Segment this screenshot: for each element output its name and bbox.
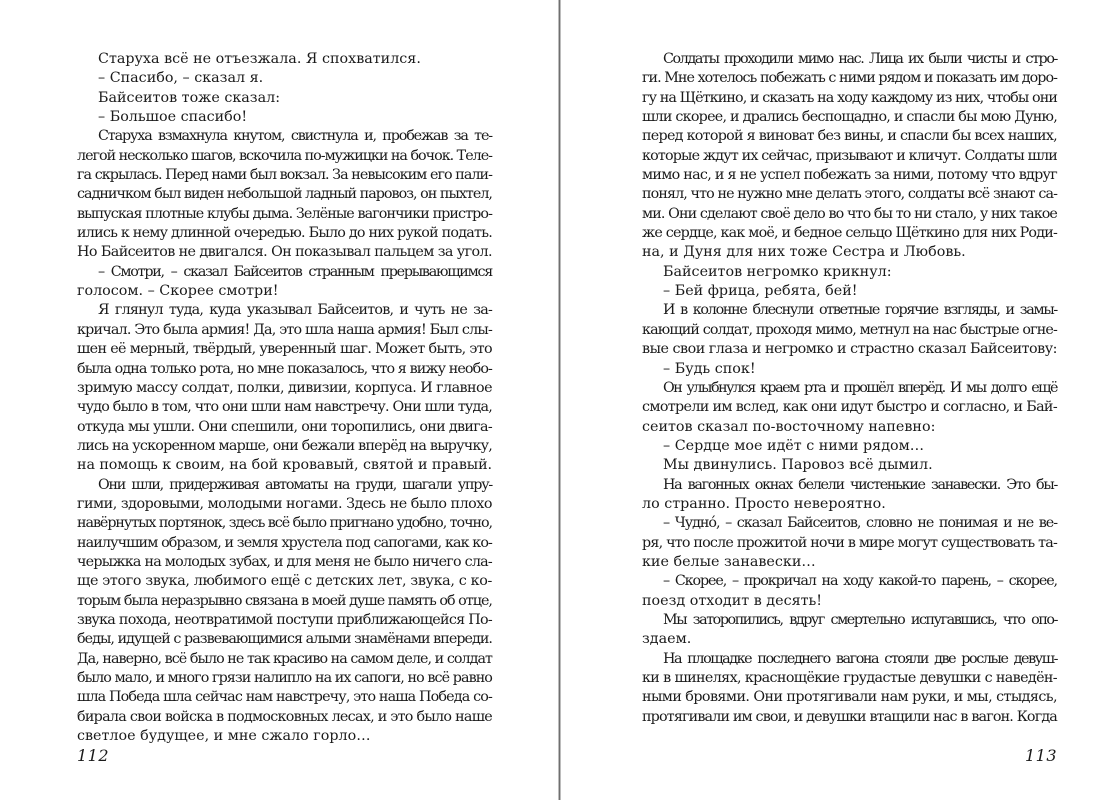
text-line: бирала свои войска в подмосковных лесах, и это было наше bbox=[77, 708, 492, 725]
text-line: – Большое спасибо! bbox=[98, 109, 248, 126]
text-line: кричал. Это была армия! Да, это шла наша армия! Был слы- bbox=[77, 321, 492, 338]
right-page-body bbox=[642, 50, 1057, 727]
right-page-number: 113 bbox=[1024, 746, 1057, 765]
text-line: Но Байсеитов не двигался. Он показывал пальцем за угол. bbox=[77, 244, 492, 261]
text-line: гу на Щёткино, и сказать на ходу каждому из них, чтобы они bbox=[642, 89, 1057, 106]
text-line: светлое будущее, и мне сжало горло… bbox=[77, 728, 371, 745]
text-line: – Смотри, – сказал Байсеитов странным прерывающимся bbox=[98, 263, 492, 280]
text-line: понял, что не нужно мне делать этого, солдаты всё знают са- bbox=[642, 186, 1057, 203]
text-line: черыжка на молодых зубах, и для меня не было ничего сла- bbox=[77, 553, 492, 570]
text-line: смотрели им вслед, как они идут быстро и согласно, и Бай- bbox=[642, 399, 1057, 416]
text-line: ными бровями. Они протягивали нам руки, и мы, стыдясь, bbox=[642, 689, 1057, 706]
text-line: которые ждут их сейчас, призывают и кличут. Солдаты шли bbox=[642, 147, 1057, 164]
text-line: Мы двинулись. Паровоз всё дымил. bbox=[663, 457, 933, 474]
text-line: Да, наверно, всё было не так красиво на самом деле, и солдат bbox=[77, 650, 492, 667]
text-line: На вагонных окнах белели чистенькие занавески. Это бы- bbox=[663, 476, 1057, 493]
text-line: – Чуднó, – сказал Байсеитов, словно не понимая и не ве- bbox=[663, 515, 1057, 532]
text-line: Он улыбнулся краем рта и прошёл вперёд. И мы долго ещё bbox=[663, 379, 1057, 396]
text-line: Байсеитов тоже сказал: bbox=[98, 89, 281, 106]
text-line: наилучшим образом, и земля хрустела под сапогами, как ко- bbox=[77, 534, 492, 551]
text-line: ло странно. Просто невероятно. bbox=[642, 495, 886, 512]
left-page-number: 112 bbox=[77, 746, 110, 765]
text-line: – Сердце мое идёт с ними рядом… bbox=[663, 437, 925, 454]
right-page bbox=[561, 0, 1119, 800]
text-line: было мало, и много грязи налипло на их сапоги, но всё равно bbox=[77, 670, 492, 686]
text-line: ря, что после прожитой ночи в мире могут существовать та- bbox=[642, 534, 1057, 551]
text-line: ились к нему длинной очередью. Было до них рукой подать. bbox=[77, 225, 492, 242]
text-line: ми. Они сделают своё дело во что бы то ни стало, у них такое bbox=[642, 205, 1057, 222]
text-line: На площадке последнего вагона стояли две рослые девуш- bbox=[663, 650, 1057, 667]
text-line: на, и Дуня для них тоже Сестра и Любовь. bbox=[642, 244, 966, 261]
text-line: ги. Мне хотелось побежать с ними рядом и показать им доро- bbox=[642, 70, 1057, 87]
text-line: садничком был виден небольшой ладный паровоз, он пыхтел, bbox=[77, 186, 492, 203]
text-line: ще этого звука, любимого ещё с детских лет, звука, с ко- bbox=[77, 573, 492, 590]
text-line: – Спасибо, – сказал я. bbox=[98, 70, 264, 87]
text-line: – Скорее, – прокричал на ходу какой-то парень, – скорее, bbox=[663, 573, 1057, 590]
text-line: кающий солдат, проходя мимо, метнул на нас быстрые огне- bbox=[642, 321, 1057, 338]
text-line: сеитов сказал по-восточному напевно: bbox=[642, 418, 936, 435]
text-line: шен её мерный, твёрдый, уверенный шаг. Может быть, это bbox=[77, 341, 492, 358]
text-line: чудо было в том, что они шли нам навстречу. Они шли туда, bbox=[77, 399, 492, 416]
text-line: же сердце, как моё, и бедное сельцо Щёткино для них Роди- bbox=[642, 225, 1057, 242]
text-line: навёрнутых портянок, здесь всё было пригнано удобно, точно, bbox=[77, 515, 492, 532]
text-line: ки в шинелях, краснощёкие грудастые девушки с наведён- bbox=[642, 670, 1057, 686]
text-line: га скрылась. Перед нами был вокзал. За невысоким его пали- bbox=[77, 167, 492, 184]
left-page-body bbox=[77, 50, 492, 746]
text-line: Старуха взмахнула кнутом, свистнула и, пробежав за те- bbox=[98, 128, 492, 145]
text-line: гими, здоровыми, молодыми ногами. Здесь не было плохо bbox=[77, 495, 492, 512]
text-line: протягивали им свои, и девушки втащили нас в вагон. Когда bbox=[642, 708, 1057, 725]
text-line: на помощь к своим, на бой кровавый, святой и правый. bbox=[77, 457, 492, 474]
text-line: откуда мы ушли. Они спешили, они торопились, они двига- bbox=[77, 418, 492, 435]
text-line: звука похода, неотвратимой поступи приближающейся По- bbox=[77, 611, 492, 628]
text-line: вые свои глаза и негромко и страстно сказал Байсеитову: bbox=[642, 341, 1057, 358]
text-line: легой несколько шагов, вскочила по-мужицки на бочок. Теле- bbox=[77, 147, 493, 164]
text-line: кие белые занавески… bbox=[642, 553, 816, 570]
text-line: беды, идущей с развевающимися алыми знамёнами впереди. bbox=[77, 631, 492, 648]
text-line: шла Победа шла сейчас нам навстречу, это наша Победа со- bbox=[77, 689, 492, 706]
text-line: мимо нас, и я не успел побежать за ними, потому что вдруг bbox=[642, 167, 1057, 184]
text-line: Они шли, придерживая автоматы на груди, шагали упру- bbox=[98, 476, 492, 493]
text-line: Я глянул туда, куда указывал Байсеитов, и чуть не за- bbox=[98, 302, 492, 319]
text-line: поезд отходит в десять! bbox=[642, 592, 823, 609]
text-line: здаем. bbox=[642, 631, 692, 648]
text-line: – Будь спок! bbox=[663, 360, 756, 377]
text-line: Байсеитов негромко крикнул: bbox=[663, 263, 892, 280]
text-line: была одна только рота, но мне показалось, что я вижу необо- bbox=[77, 360, 492, 377]
text-line: Старуха всё не отъезжала. Я спохватился. bbox=[98, 51, 421, 67]
text-line: шли скорее, и дрались беспощадно, и спасли бы мою Дуню, bbox=[642, 109, 1057, 126]
text-line: И в колонне блеснули ответные горячие взгляды, и замы- bbox=[663, 302, 1057, 319]
text-line: Солдаты проходили мимо нас. Лица их были чисты и стро- bbox=[663, 51, 1057, 67]
text-line: – Бей фрица, ребята, бей! bbox=[663, 283, 858, 300]
text-line: перед которой я виноват без вины, и спасли бы всех наших, bbox=[642, 128, 1057, 145]
text-line: Мы заторопились, вдруг смертельно испугавшись, что опо- bbox=[663, 611, 1057, 628]
text-line: выпуская плотные клубы дыма. Зелёные вагончики пристро- bbox=[77, 205, 492, 222]
text-line: голосом. – Скорее смотри! bbox=[77, 283, 279, 300]
text-line: зримую массу солдат, полки, дивизии, корпуса. И главное bbox=[77, 379, 492, 396]
text-line: торым была неразрывно связана в моей душе память об отце, bbox=[77, 592, 492, 609]
left-page bbox=[0, 0, 558, 800]
text-line: лись на ускоренном марше, они бежали вперёд на выручку, bbox=[77, 437, 492, 454]
